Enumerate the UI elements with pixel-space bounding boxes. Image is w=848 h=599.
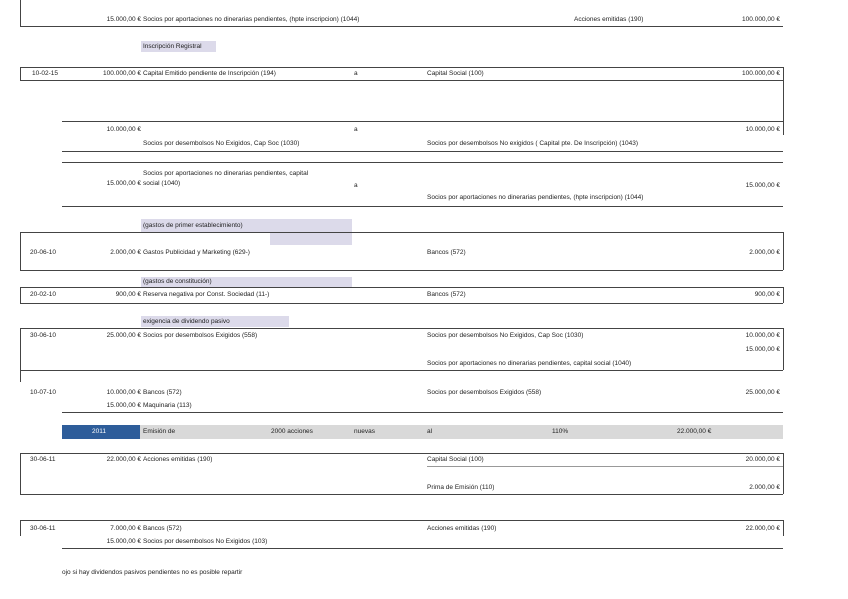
note-label: exigencia de dividendo pasivo <box>143 318 230 325</box>
debit-amount: 10.000,00 € <box>106 389 141 396</box>
debit-account: Gastos Publicidad y Marketing (629-) <box>143 249 250 256</box>
debit-account: Socios por desembolsos Exigidos (558) <box>143 332 258 339</box>
row-border-left <box>20 520 21 536</box>
row-border-left <box>20 0 21 26</box>
row-border-left <box>20 287 21 303</box>
debit-account: Acciones emitidas (190) <box>143 456 213 463</box>
row-border-right <box>783 520 784 536</box>
emission-al: al <box>427 428 433 435</box>
debit-amount: 22.000,00 € <box>106 456 141 463</box>
row-divider <box>20 303 783 304</box>
credit-amount: 2.000,00 € <box>749 249 780 256</box>
a-marker: a <box>354 126 358 133</box>
debit-amount: 100.000,00 € <box>103 70 141 77</box>
debit-account: Reserva negativa por Const. Sociedad (11-) <box>143 291 270 298</box>
credit-account: Capital Social (100) <box>427 70 484 77</box>
credit-account: Socios por aportaciones no dinerarias pendientes, capital social (1040) <box>427 360 632 367</box>
note-label: (gastos de constitución) <box>143 278 212 285</box>
credit-amount: 900,00 € <box>754 291 780 298</box>
credit-account: Acciones emitidas (190) <box>427 525 497 532</box>
row-border-left <box>20 328 21 382</box>
row-border-right <box>783 121 784 135</box>
credit-amount: 15.000,00 € <box>745 182 780 189</box>
debit-amount: 15.000,00 € <box>106 180 141 187</box>
debit-amount: 15.000,00 € <box>106 16 141 23</box>
row-divider <box>20 453 783 454</box>
row-divider <box>62 121 783 122</box>
credit-amount: 15.000,00 € <box>745 346 780 353</box>
debit-account: Capital Emitido pendiente de Inscripción (194) <box>143 70 276 77</box>
row-border-right <box>783 80 784 122</box>
a-marker: a <box>354 182 358 189</box>
credit-amount: 10.000,00 € <box>745 126 780 133</box>
credit-account: Socios por desembolsos No Exigidos, Cap Soc (1030) <box>427 332 584 339</box>
emission-amount: 22.000,00 € <box>677 428 712 435</box>
row-divider <box>62 548 783 549</box>
credit-account: Capital Social (100) <box>427 456 484 463</box>
credit-amount: 20.000,00 € <box>745 456 780 463</box>
row-divider <box>62 162 783 163</box>
debit-amount: 900,00 € <box>115 291 141 298</box>
row-divider <box>20 26 783 27</box>
note-label: Inscripción Registral <box>143 43 202 50</box>
debit-amount: 10.000,00 € <box>106 126 141 133</box>
emission-new: nuevas <box>354 428 375 435</box>
credit-amount: 25.000,00 € <box>745 389 780 396</box>
credit-amount: 10.000,00 € <box>745 332 780 339</box>
debit-account: Bancos (572) <box>143 525 182 532</box>
row-border-right <box>783 453 784 494</box>
credit-amount: 2.000,00 € <box>749 484 780 491</box>
footnote: ojo si hay dividendos pasivos pendientes no es posible repartir <box>62 569 243 576</box>
debit-account-line1: Socios por aportaciones no dinerarias pendientes, capital <box>143 170 309 177</box>
row-divider <box>20 270 783 271</box>
credit-account: Prima de Emisión (110) <box>427 484 495 491</box>
row-border-right <box>783 67 784 80</box>
credit-account: Socios por desembolsos No exigidos ( Capital pte. De Inscripción) (1043) <box>427 140 638 147</box>
row-border-left <box>20 453 21 494</box>
credit-amount: 100.000,00 € <box>742 70 780 77</box>
credit-account: Socios por aportaciones no dinerarias pendientes, (hpte inscripcion) (1044) <box>427 194 644 201</box>
row-divider <box>20 67 783 68</box>
debit-account: Maquinaria (113) <box>143 402 192 409</box>
debit-account: Socios por desembolsos No Exigidos (103) <box>143 538 268 545</box>
emission-label: Emisión de <box>143 428 176 435</box>
row-border-right <box>783 328 784 370</box>
entry-date: 20-02-10 <box>30 291 57 298</box>
debit-account: Socios por aportaciones no dinerarias pendientes, (hpte inscripcion) (1044) <box>143 16 360 23</box>
entry-date: 30-06-11 <box>30 456 56 463</box>
row-border-right <box>783 287 784 303</box>
emission-year: 2011 <box>92 428 106 435</box>
entry-date: 10-07-10 <box>30 389 57 396</box>
a-marker: a <box>354 70 358 77</box>
credit-account: Socios por desembolsos Exigidos (558) <box>427 389 542 396</box>
emission-pct: 110% <box>552 428 569 435</box>
credit-amount: 100.000,00 € <box>742 16 780 23</box>
credit-amount: 22.000,00 € <box>745 525 780 532</box>
entry-date: 30-06-11 <box>30 525 56 532</box>
row-divider <box>20 494 783 495</box>
debit-account: Socios por desembolsos No Exigidos, Cap Soc (1030) <box>143 140 300 147</box>
row-divider <box>62 151 783 152</box>
entry-date: 20-06-10 <box>30 249 57 256</box>
row-divider <box>62 412 783 413</box>
row-border-left <box>20 232 21 270</box>
entry-date: 30-06-10 <box>30 332 57 339</box>
debit-amount: 7.000,00 € <box>110 525 141 532</box>
row-subdivider <box>427 466 783 467</box>
credit-account: Bancos (572) <box>427 249 466 256</box>
row-divider <box>20 232 783 233</box>
row-divider <box>62 206 783 207</box>
row-divider <box>20 287 783 288</box>
row-divider <box>20 328 783 329</box>
debit-amount: 15.000,00 € <box>106 538 141 545</box>
debit-account-line2: social (1040) <box>143 180 181 187</box>
note-highlight <box>270 232 352 245</box>
credit-account: Bancos (572) <box>427 291 466 298</box>
credit-account: Acciones emitidas (190) <box>574 16 644 23</box>
row-divider <box>20 520 783 521</box>
row-border-right <box>783 232 784 270</box>
debit-amount: 15.000,00 € <box>106 402 141 409</box>
row-border-left <box>20 67 21 80</box>
emission-qty: 2000 acciones <box>271 428 313 435</box>
row-divider <box>20 80 783 81</box>
entry-date: 10-02-15 <box>32 70 59 77</box>
note-label: (gastos de primer establecimiento) <box>143 222 243 229</box>
row-divider <box>20 370 783 371</box>
debit-amount: 2.000,00 € <box>110 249 141 256</box>
debit-amount: 25.000,00 € <box>106 332 141 339</box>
debit-account: Bancos (572) <box>143 389 182 396</box>
